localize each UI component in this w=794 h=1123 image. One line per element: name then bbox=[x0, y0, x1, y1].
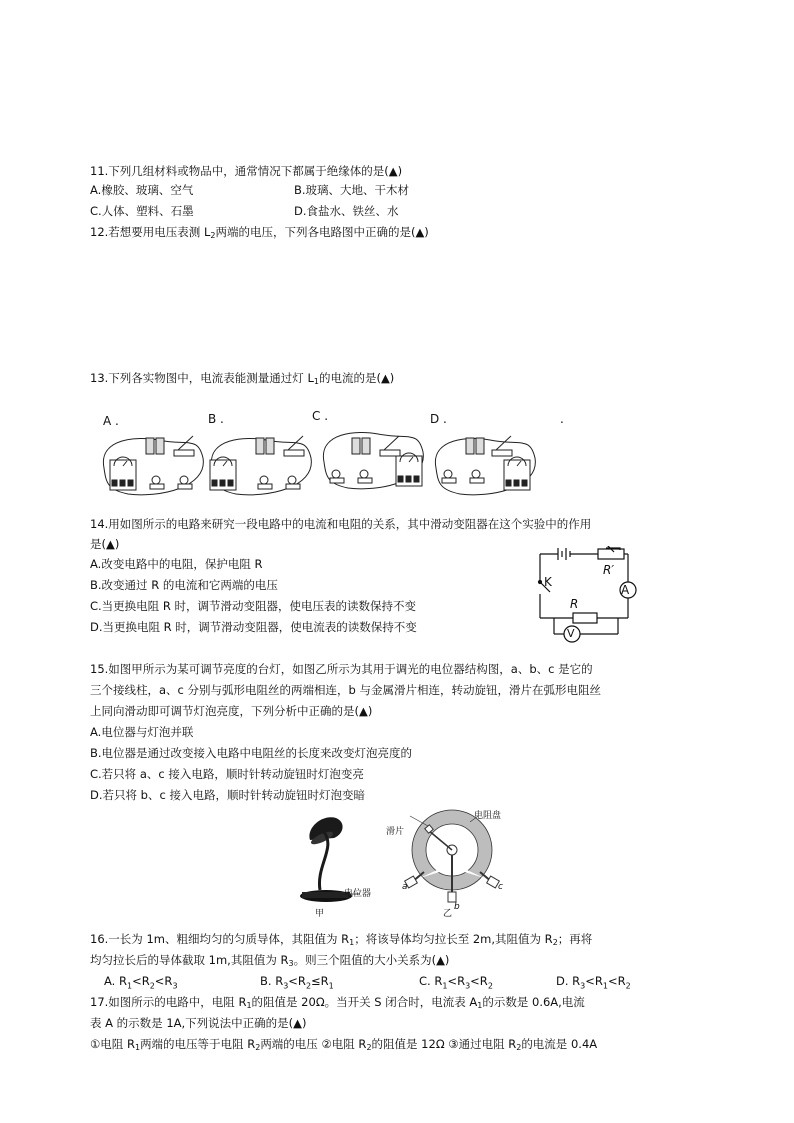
q15-stem-line2: 三个接线柱，a、c 分别与弧形电阻丝的两端相连，b 与金属滑片相连，转动旋钮，滑片在弧形电阻丝 bbox=[90, 683, 601, 697]
q16-option-d: D. $R_3<R_1<R_2$ bbox=[556, 974, 631, 991]
q15-stem-line3: 上同向滑动即可调节灯泡亮度，下列分析中正确的是(▲) bbox=[90, 704, 373, 718]
q13-fig-label-b: B . bbox=[208, 412, 224, 426]
q13-panel-c bbox=[323, 432, 423, 488]
q11-stem: 11.下列几组材料或物品中，通常情况下都属于绝缘体的是(▲) bbox=[90, 164, 403, 178]
q14-option-b: B.改变通过 R 的电流和它两端的电压 bbox=[90, 578, 278, 592]
q15-option-d: D.若只将 b、c 接入电路，顺时针转动旋钮时灯泡变暗 bbox=[90, 788, 365, 802]
q17-stem-line1: 17.如图所示的电路中，电阻 $R_1$的阻值是 20Ω。当开关 S 闭合时，电流表 $A_1$的示数是 0.6A,电流 bbox=[90, 995, 585, 1010]
q13-fig-label-c: C . bbox=[312, 409, 329, 423]
q14-label-a: A bbox=[621, 583, 630, 597]
q14-stem-line2: 是(▲) bbox=[90, 537, 120, 551]
q13-panel-b bbox=[210, 436, 311, 495]
q16-option-b: B. $R_3<R_2\le R_1$ bbox=[260, 974, 334, 991]
q15-stem-line1: 15.如图甲所示为某可调节亮度的台灯，如图乙所示为其用于调光的电位器结构图，a、b、c 是它的 bbox=[90, 662, 593, 676]
q11-option-b: B.玻璃、大地、干木材 bbox=[294, 183, 410, 197]
q16-option-a: A. $R_1<R_2<R_3$ bbox=[104, 974, 178, 991]
q13-stem: 13.下列各实物图中，电流表能测量通过灯 $L_1$的电流的是(▲) bbox=[90, 371, 395, 386]
q16-stem-line2: 均匀拉长后的导体截取 1m,其阻值为 $R_3$。则三个阻值的大小关系为(▲) bbox=[90, 953, 450, 968]
q13-fig-label-d: D . bbox=[430, 412, 447, 426]
q15-label-a: a bbox=[402, 882, 408, 892]
q15-lamp-and-potentiometer bbox=[292, 808, 522, 920]
q14-label-r: R bbox=[570, 597, 579, 611]
q14-option-a: A.改变电路中的电阻，保护电阻 R bbox=[90, 557, 263, 571]
q15-label-jia: 甲 bbox=[315, 909, 325, 919]
q17-statements: ①电阻 $R_1$两端的电压等于电阻 $R_2$两端的电压 ②电阻 $R_2$的阻值是 12Ω ③通过电阻 $R_2$的电流是 0.4A bbox=[90, 1037, 598, 1052]
q14-stem-line1: 14.用如图所示的电路来研究一段电路中的电流和电阻的关系，其中滑动变阻器在这个实验中的作用 bbox=[90, 517, 592, 531]
q14-label-v: V bbox=[567, 627, 575, 640]
q13-apparatus-figures bbox=[98, 428, 538, 500]
q14-label-k: K bbox=[544, 575, 552, 589]
q15-label-c: c bbox=[498, 882, 503, 892]
q14-label-rp: R′ bbox=[603, 563, 615, 577]
q14-option-d: D.当更换电阻 R 时，调节滑动变阻器，使电流表的读数保持不变 bbox=[90, 620, 417, 634]
q13-panel-a bbox=[103, 436, 203, 495]
q13-panel-d bbox=[435, 436, 535, 495]
q14-option-c: C.当更换电阻 R 时，调节滑动变阻器，使电压表的读数保持不变 bbox=[90, 599, 416, 613]
q15-option-a: A.电位器与灯泡并联 bbox=[90, 725, 194, 739]
q13-fig-label-dot: . bbox=[560, 412, 564, 426]
q12-stem: 12.若想要用电压表测 $L_2$两端的电压，下列各电路图中正确的是(▲) bbox=[90, 225, 429, 240]
q11-option-a: A.橡胶、玻璃、空气 bbox=[90, 183, 194, 197]
q11-option-d: D.食盐水、铁丝、水 bbox=[294, 204, 399, 218]
q17-stem-line2: 表 A 的示数是 1A,下列说法中正确的是(▲) bbox=[90, 1016, 307, 1030]
q13-fig-label-a: A . bbox=[103, 414, 119, 428]
q11-option-c: C.人体、塑料、石墨 bbox=[90, 204, 194, 218]
q15-option-b: B.电位器是通过改变接入电路中电阻丝的长度来改变灯泡亮度的 bbox=[90, 746, 413, 760]
q15-label-b: b bbox=[454, 902, 460, 912]
q15-label-slider: 滑片 bbox=[386, 827, 405, 837]
q16-option-c: C. $R_1<R_3<R_2$ bbox=[419, 974, 493, 991]
q15-option-c: C.若只将 a、c 接入电路，顺时针转动旋钮时灯泡变亮 bbox=[90, 767, 364, 781]
q15-label-potentiometer: 电位器 bbox=[344, 889, 372, 899]
q15-label-disc: 电阻盘 bbox=[474, 811, 502, 821]
q16-stem-line1: 16.一长为 1m、粗细均匀的匀质导体，其阻值为 $R_1$；将该导体均匀拉长至 2m,其阻值为 $R_2$；再将 bbox=[90, 932, 593, 947]
q15-label-yi: 乙 bbox=[443, 909, 453, 919]
